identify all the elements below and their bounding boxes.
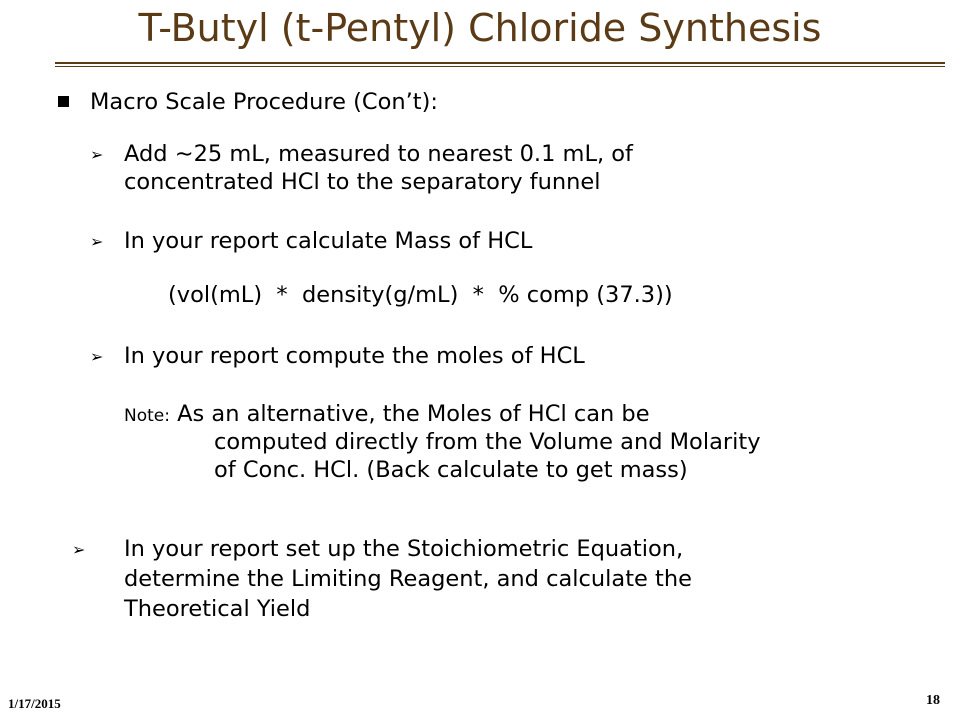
step-add-hcl-line2: concentrated HCl to the separatory funnel [124,169,601,195]
mass-formula: (vol(mL) * density(g/mL) * % comp (37.3)) [168,282,673,308]
slide-number: 18 [926,693,940,708]
arrow-bullet-icon: ➢ [90,347,104,366]
step-stoich-line3: Theoretical Yield [124,596,311,622]
step-stoich-line1: In your report set up the Stoichiometric Equation, [124,536,684,562]
note-line3: of Conc. HCl. (Back calculate to get mass) [214,457,688,483]
step-stoich-line2: determine the Limiting Reagent, and calculate the [124,566,692,592]
square-bullet-icon [58,96,69,107]
footer-date: 1/17/2015 [8,696,61,711]
step-moles-text: In your report compute the moles of HCL [124,343,585,369]
note-text-line1: As an alternative, the Moles of HCl can be [169,401,650,427]
note-line2: computed directly from the Volume and Molarity [214,429,761,455]
main-bullet-text: Macro Scale Procedure (Con’t): [90,89,438,115]
arrow-bullet-icon: ➢ [72,540,86,559]
step-mass-text: In your report calculate Mass of HCL [124,228,533,254]
arrow-bullet-icon: ➢ [90,232,104,251]
note-label: Note: [124,406,170,426]
slide-title: T-Butyl (t-Pentyl) Chloride Synthesis [138,6,822,50]
step-add-hcl-line1: Add ∼25 mL, measured to nearest 0.1 mL, of [124,141,633,167]
arrow-bullet-icon: ➢ [90,145,104,164]
title-divider-thin [55,66,945,67]
note-line1 [124,400,650,430]
title-divider [55,62,945,64]
